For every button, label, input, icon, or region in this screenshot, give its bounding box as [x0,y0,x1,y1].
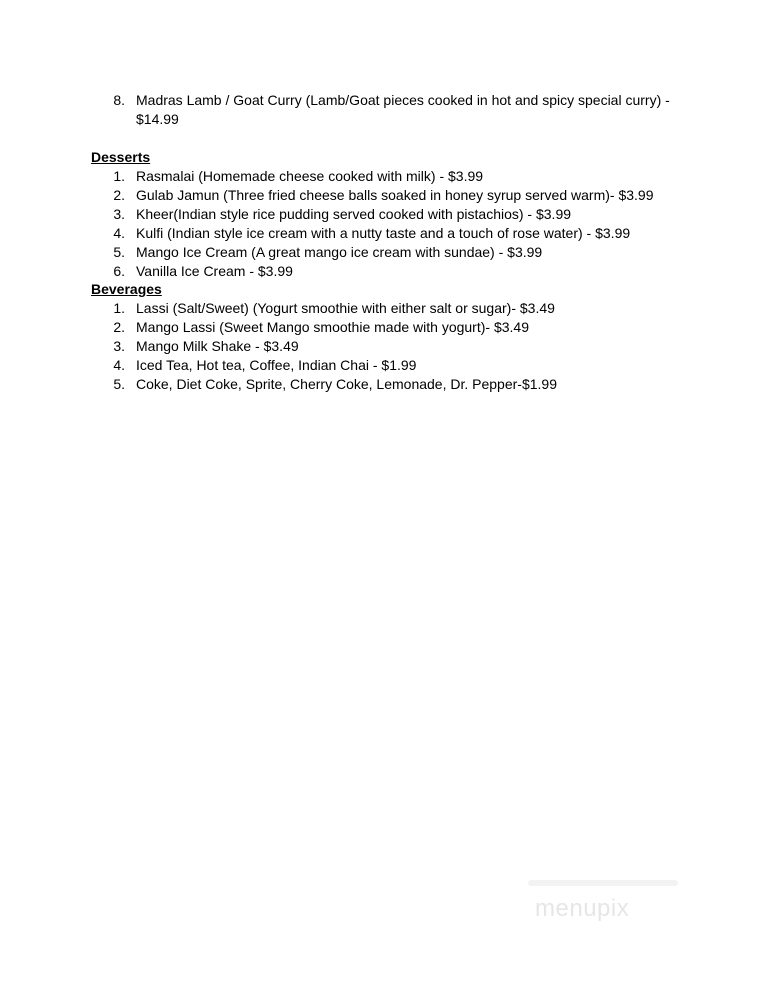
item-text: Mango Ice Cream (A great mango ice cream with sundae) - $3.99 [136,244,543,260]
item-number: 5. [113,244,125,260]
item-number: 3. [113,338,125,354]
item-text: Gulab Jamun (Three fried cheese balls soaked in honey syrup served warm)- $3.99 [136,187,654,203]
item-text: Vanilla Ice Cream - $3.99 [136,263,293,279]
item-text: Iced Tea, Hot tea, Coffee, Indian Chai - $1.99 [136,357,417,373]
item-number: 2. [113,187,125,203]
item-number: 5. [113,376,125,392]
item-text-line-1: Madras Lamb / Goat Curry (Lamb/Goat pieces cooked in hot and spicy special curry) - [136,92,670,108]
item-text: Rasmalai (Homemade cheese cooked with milk) - $3.99 [136,168,484,184]
beverages-heading: Beverages [91,281,162,297]
item-number: 2. [113,319,125,335]
item-number: 4. [113,225,125,241]
watermark-bar [528,880,678,886]
item-text: Mango Milk Shake - $3.49 [136,338,299,354]
item-text: Kulfi (Indian style ice cream with a nutty taste and a touch of rose water) - $3.99 [136,225,631,241]
item-number: 1. [113,300,125,316]
item-text: Lassi (Salt/Sweet) (Yogurt smoothie with either salt or sugar)- $3.49 [136,300,555,316]
watermark-logo: menupix [535,895,630,922]
item-price: $14.99 [136,111,179,127]
desserts-heading: Desserts [91,149,151,165]
item-text: Coke, Diet Coke, Sprite, Cherry Coke, Lemonade, Dr. Pepper-$1.99 [136,376,557,392]
item-text: Mango Lassi (Sweet Mango smoothie made with yogurt)- $3.49 [136,319,529,335]
item-text: Kheer(Indian style rice pudding served cooked with pistachios) - $3.99 [136,206,572,222]
item-number: 1. [113,168,125,184]
item-number: 6. [113,263,125,279]
item-number: 8. [113,92,125,108]
item-number: 4. [113,357,125,373]
item-number: 3. [113,206,125,222]
